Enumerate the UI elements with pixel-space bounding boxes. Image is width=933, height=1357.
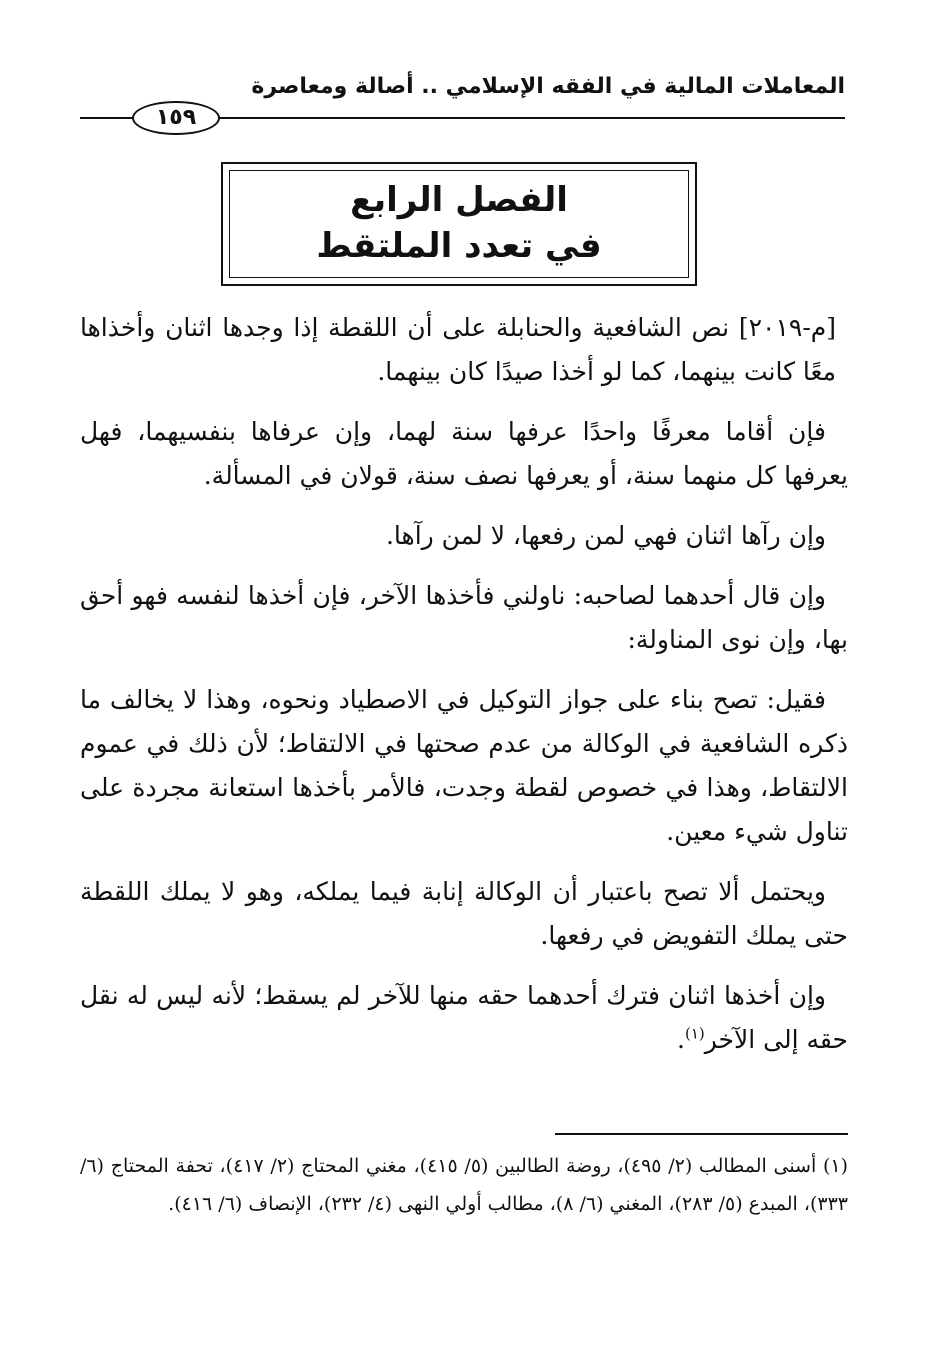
paragraph-7-end: . xyxy=(677,1025,685,1054)
paragraph-7 xyxy=(80,974,848,1062)
paragraph-1: [م-٢٠١٩] نص الشافعية والحنابلة على أن اللقطة إذا وجدها اثنان وأخذاها معًا كانت بينهما، كما لو أخذا صيدًا كان بينهما. xyxy=(80,313,836,386)
body-text xyxy=(80,306,848,1078)
paragraph-2: فإن أقاما معرفًا واحدًا عرفها سنة لهما، وإن عرفاها بنفسيهما، فهل يعرفها كل منهما سنة، أو يعرفها نصف سنة، قولان في المسألة. xyxy=(80,417,848,490)
running-header-title: المعاملات المالية في الفقه الإسلامي .. أصالة ومعاصرة xyxy=(251,74,845,99)
paragraph-7-text: وإن أخذها اثنان فترك أحدهما حقه منها للآخر لم يسقط؛ لأنه ليس له نقل حقه إلى الآخر xyxy=(80,981,848,1054)
footnote-reference: (١) xyxy=(684,1024,705,1043)
chapter-title-frame xyxy=(221,162,697,286)
chapter-title-line-2: في تعدد الملتقط xyxy=(316,226,602,266)
paragraph-5: فقيل: تصح بناء على جواز التوكيل في الاصطياد ونحوه، وهذا لا يخالف ما ذكره الشافعية في الوكالة من عدم صحتها في الالتقاط؛ لأن ذلك في عموم الالتقاط، وهذا في خصوص لقطة وجدت، فالأمر بأخذها استعانة مجردة على تناول شيء معين. xyxy=(80,685,848,846)
paragraph-4: وإن قال أحدهما لصاحبه: ناولني فأخذها الآخر، فإن أخذها لنفسه فهو أحق بها، وإن نوى المناولة: xyxy=(80,581,848,654)
page-number-badge: ١٥٩ xyxy=(132,101,220,135)
paragraph-3: وإن رآها اثنان فهي لمن رفعها، لا لمن رآها. xyxy=(385,521,826,550)
footnote-rule xyxy=(555,1133,848,1135)
footnote: (١) أسنى المطالب (٢/ ٤٩٥)، روضة الطالبين (٥/ ٤١٥)، مغني المحتاج (٢/ ٤١٧)، تحفة المحتاج (٦/ ٣٣٣)، المبدع (٥/ ٢٨٣)، المغني (٦/ ٨)، مطالب أولي النهى (٤/ ٢٣٢)، الإنصاف (٦/ ٤١٦). xyxy=(80,1155,848,1215)
chapter-title-line-1: الفصل الرابع xyxy=(350,180,568,220)
paragraph-6: ويحتمل ألا تصح باعتبار أن الوكالة إنابة فيما يملكه، وهو لا يملك اللقطة حتى يملك التفويض في رفعها. xyxy=(80,877,848,950)
